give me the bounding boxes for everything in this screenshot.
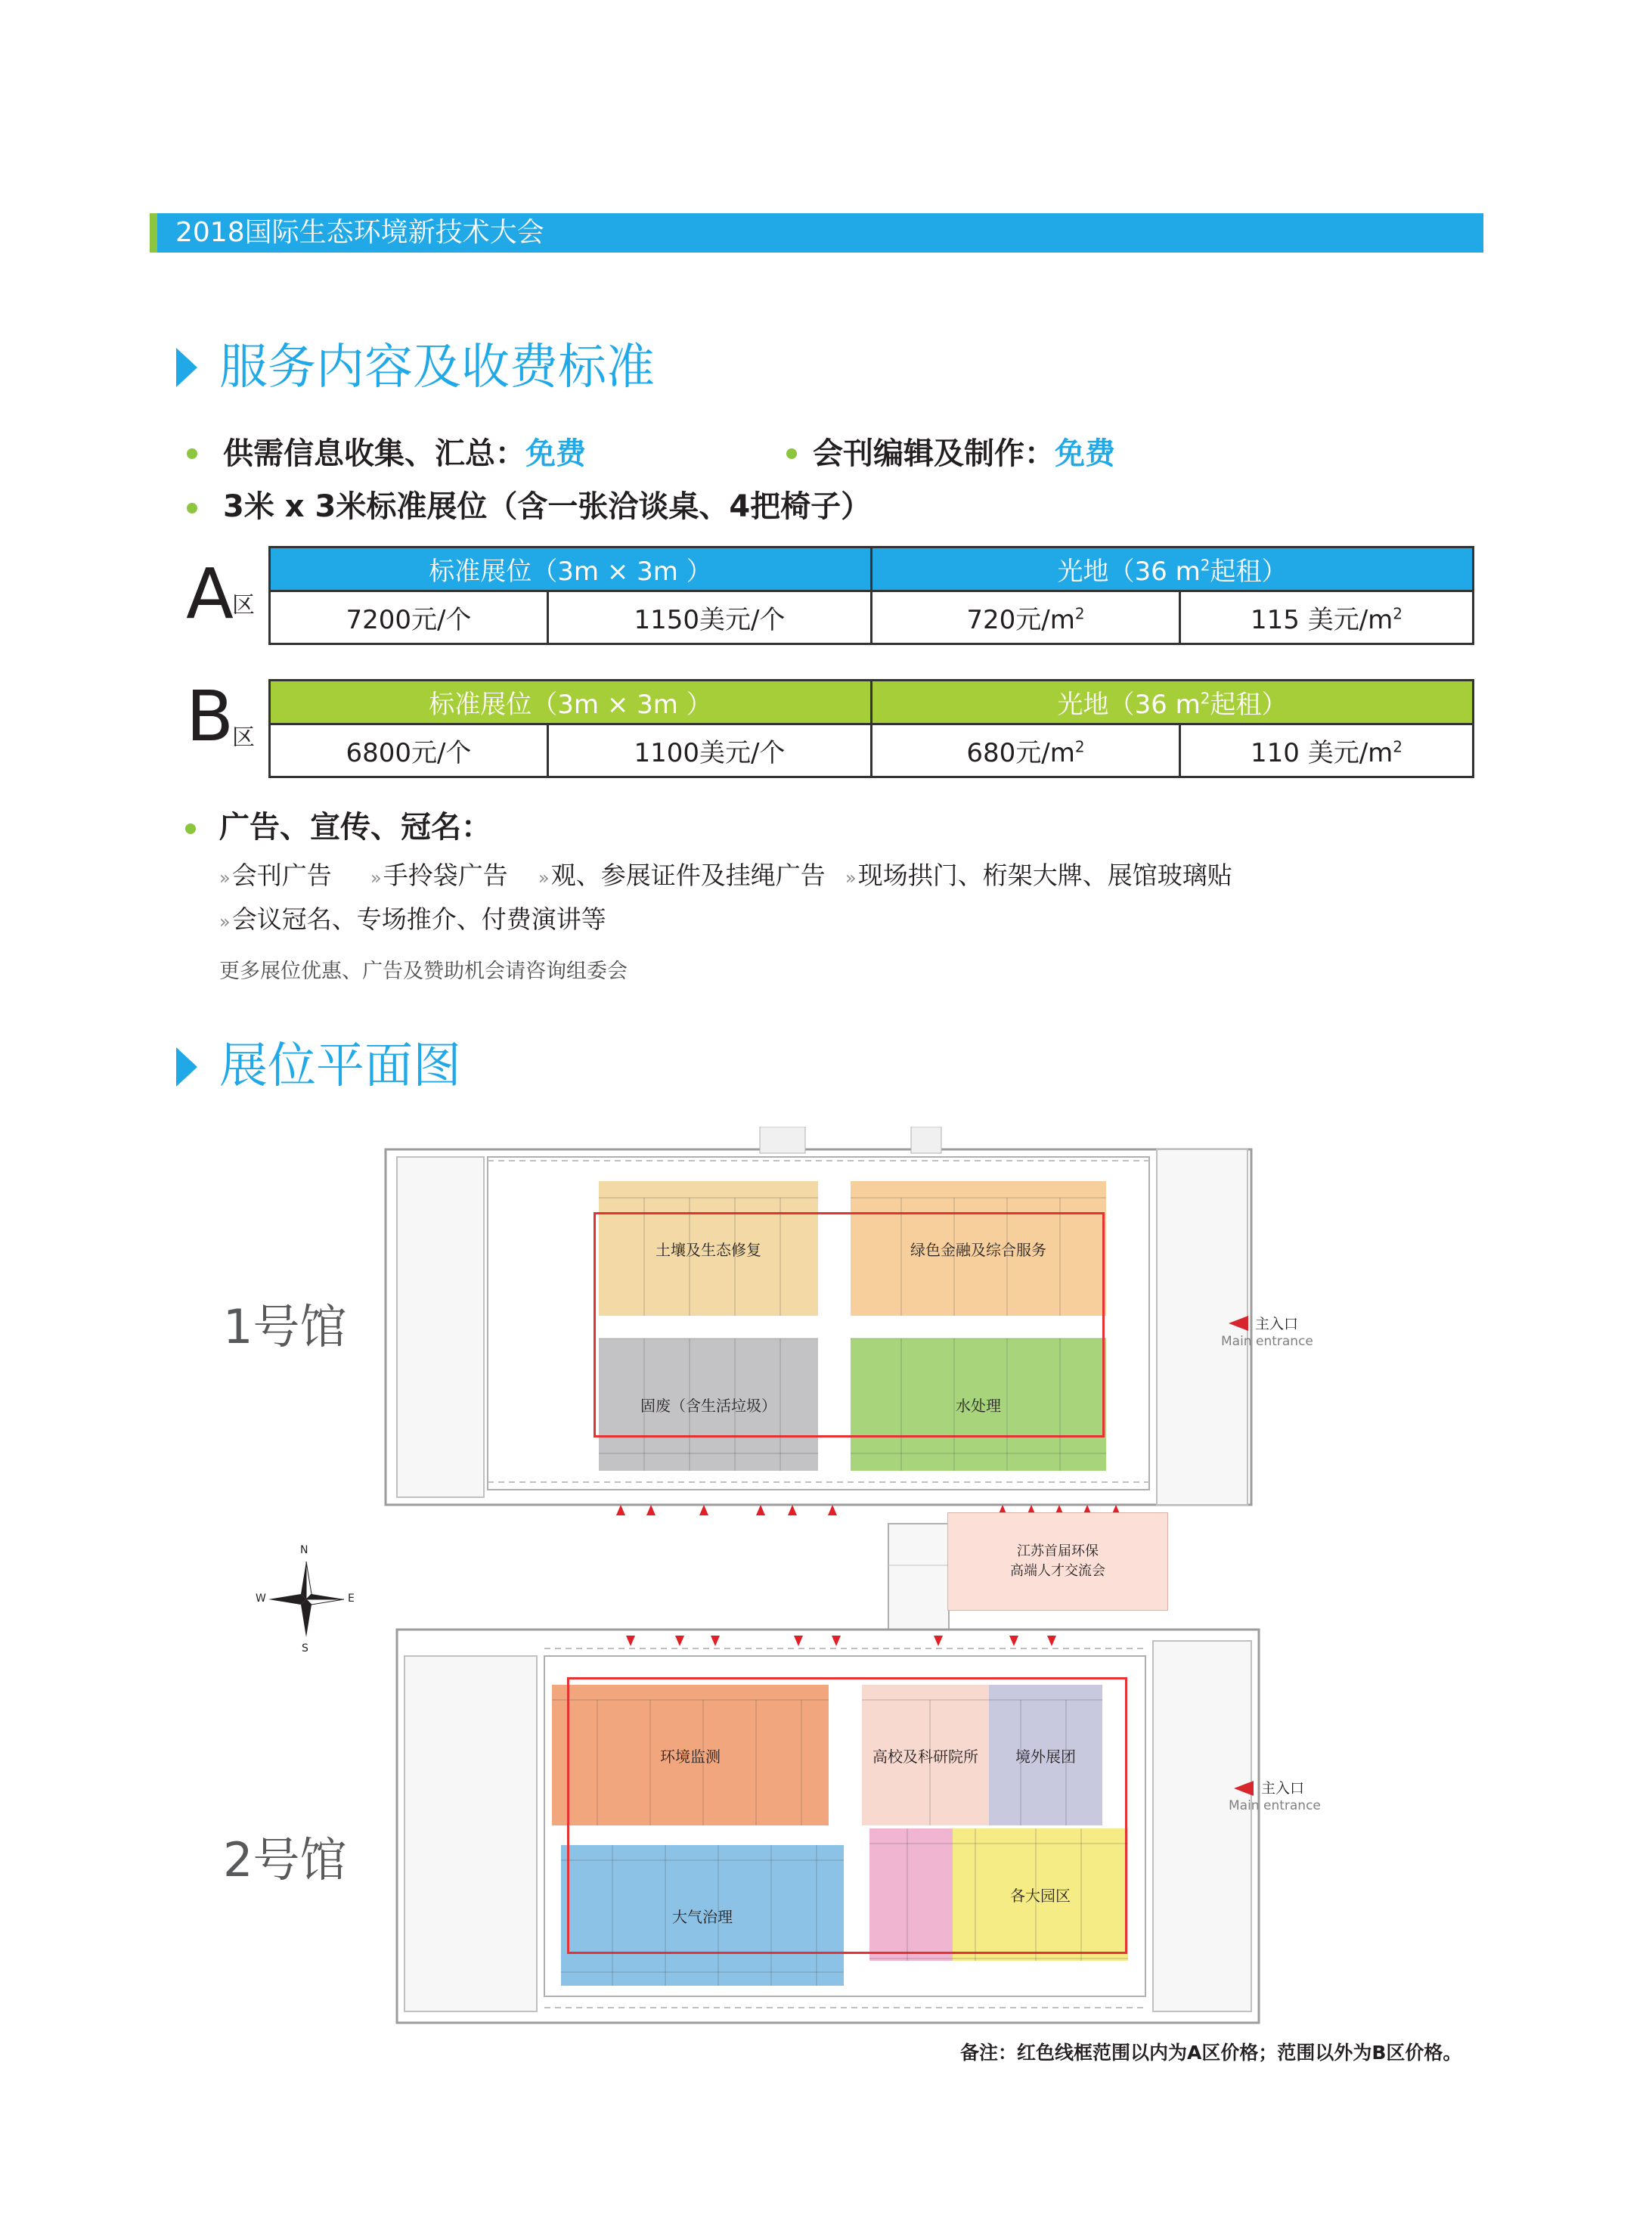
raw-space-header: 光地（36 $m^2$起租） <box>872 547 1474 591</box>
entry-arrow-icon <box>788 1505 797 1515</box>
bullet-catalog: 会刊编辑及制作：免费 <box>813 436 1115 471</box>
entry-arrow-icon <box>794 1636 803 1646</box>
ad-item: » 现场拱门、桁架大牌、展馆玻璃贴 <box>845 861 1232 890</box>
zone-a-letter: A <box>186 554 234 634</box>
raw-price-cny: 680元$/m^2$ <box>872 724 1180 777</box>
hall-2-label: 2号馆 <box>223 1832 347 1887</box>
bullet-dot-icon <box>187 448 197 459</box>
ad-item: » 会议冠名、专场推介、付费演讲等 <box>219 904 606 934</box>
zone-solid-waste: 固废（含生活垃圾） <box>599 1338 818 1471</box>
zone-international: 境外展团 <box>989 1685 1102 1825</box>
compass-s: S <box>302 1642 308 1655</box>
main-entrance-label-en: Main entrance <box>1221 1334 1313 1349</box>
header-title: 2018国际生态环境新技术大会 <box>175 217 544 248</box>
hall-1-label: 1号馆 <box>223 1299 347 1354</box>
entry-arrow-icon <box>711 1636 720 1646</box>
ad-item: » 会刊广告 <box>219 861 332 890</box>
zone-industrial-parks: 各大园区 <box>953 1828 1128 1961</box>
raw-price-usd: 115 美元$/m^2$ <box>1180 591 1474 644</box>
ad-item: » 观、参展证件及挂绳广告 <box>538 861 826 890</box>
bullet-dot-icon <box>187 503 197 513</box>
entry-arrow-icon <box>699 1505 708 1515</box>
std-price-cny: 7200元/个 <box>270 591 548 644</box>
std-price-cny: 6800元/个 <box>270 724 548 777</box>
connector-building <box>881 1520 956 1633</box>
pricing-table-b <box>268 679 1474 778</box>
ads-note: 更多展位优惠、广告及赞助机会请咨询组委会 <box>219 960 628 983</box>
std-booth-header: 标准展位（3m × 3m ） <box>270 681 872 724</box>
raw-price-cny: 720元$/m^2$ <box>872 591 1180 644</box>
bullet-dot-icon <box>185 823 196 834</box>
bullet-info-collection: 供需信息收集、汇总：免费 <box>223 436 586 471</box>
entry-arrow-icon <box>626 1636 635 1646</box>
std-booth-header: 标准展位（3m × 3m ） <box>270 547 872 591</box>
entry-arrow-icon <box>756 1505 765 1515</box>
talent-exchange-block: 江苏首届环保 高端人才交流会 <box>947 1512 1168 1611</box>
ad-item: » 手拎袋广告 <box>370 861 508 890</box>
section-title-services: 服务内容及收费标准 <box>219 340 655 395</box>
section-triangle-icon <box>176 1047 197 1087</box>
main-entrance-arrow-icon <box>1229 1316 1248 1331</box>
zone-b-suffix: 区 <box>232 724 255 751</box>
bullet-dot-icon <box>786 448 797 459</box>
hall-1-booth-grid <box>599 1181 1107 1471</box>
zone-universities: 高校及科研院所 <box>862 1685 989 1825</box>
main-entrance-label-en: Main entrance <box>1229 1798 1321 1813</box>
bullet-standard-booth: 3米 x 3米标准展位（含一张洽谈桌、4把椅子） <box>223 489 872 524</box>
main-entrance-label-cn: 主入口 <box>1255 1316 1299 1332</box>
section-title-floorplan: 展位平面图 <box>219 1038 461 1094</box>
zone-b-letter: B <box>186 676 234 757</box>
compass-w: W <box>256 1593 266 1605</box>
ads-title: 广告、宣传、冠名： <box>219 810 491 845</box>
zone-env-monitoring: 环境监测 <box>552 1685 829 1825</box>
entry-arrow-icon <box>828 1505 837 1515</box>
entry-arrow-icon <box>616 1505 625 1515</box>
compass-rose-icon <box>257 1550 355 1648</box>
header-accent <box>150 213 157 253</box>
section-triangle-icon <box>176 348 197 387</box>
zone-air-treatment: 大气治理 <box>561 1845 844 1986</box>
entry-arrow-icon <box>675 1636 684 1646</box>
main-entrance-label-cn: 主入口 <box>1261 1780 1305 1797</box>
zone-a-suffix: 区 <box>232 592 255 619</box>
raw-space-header: 光地（36 $m^2$起租） <box>872 681 1474 724</box>
pricing-table-a <box>268 546 1474 645</box>
entry-arrow-icon <box>934 1636 943 1646</box>
zone-green-finance: 绿色金融及综合服务 <box>851 1181 1106 1316</box>
hall-2-booth-grid <box>552 1685 1130 1987</box>
entry-arrow-icon <box>1009 1636 1018 1646</box>
std-price-usd: 1100美元/个 <box>548 724 872 777</box>
raw-price-usd: 110 美元$/m^2$ <box>1180 724 1474 777</box>
pricing-footnote: 备注：红色线框范围以内为A区价格；范围以外为B区价格。 <box>960 2042 1462 2064</box>
entry-arrow-icon <box>832 1636 841 1646</box>
compass <box>256 1544 355 1655</box>
compass-e: E <box>348 1593 355 1605</box>
zone-water-treatment: 水处理 <box>851 1338 1106 1471</box>
zone-soil-remediation: 土壤及生态修复 <box>599 1181 818 1316</box>
std-price-usd: 1150美元/个 <box>548 591 872 644</box>
compass-n: N <box>300 1544 308 1556</box>
entry-arrow-icon <box>646 1505 656 1515</box>
main-entrance-arrow-icon <box>1234 1781 1254 1796</box>
entry-arrow-icon <box>1047 1636 1056 1646</box>
